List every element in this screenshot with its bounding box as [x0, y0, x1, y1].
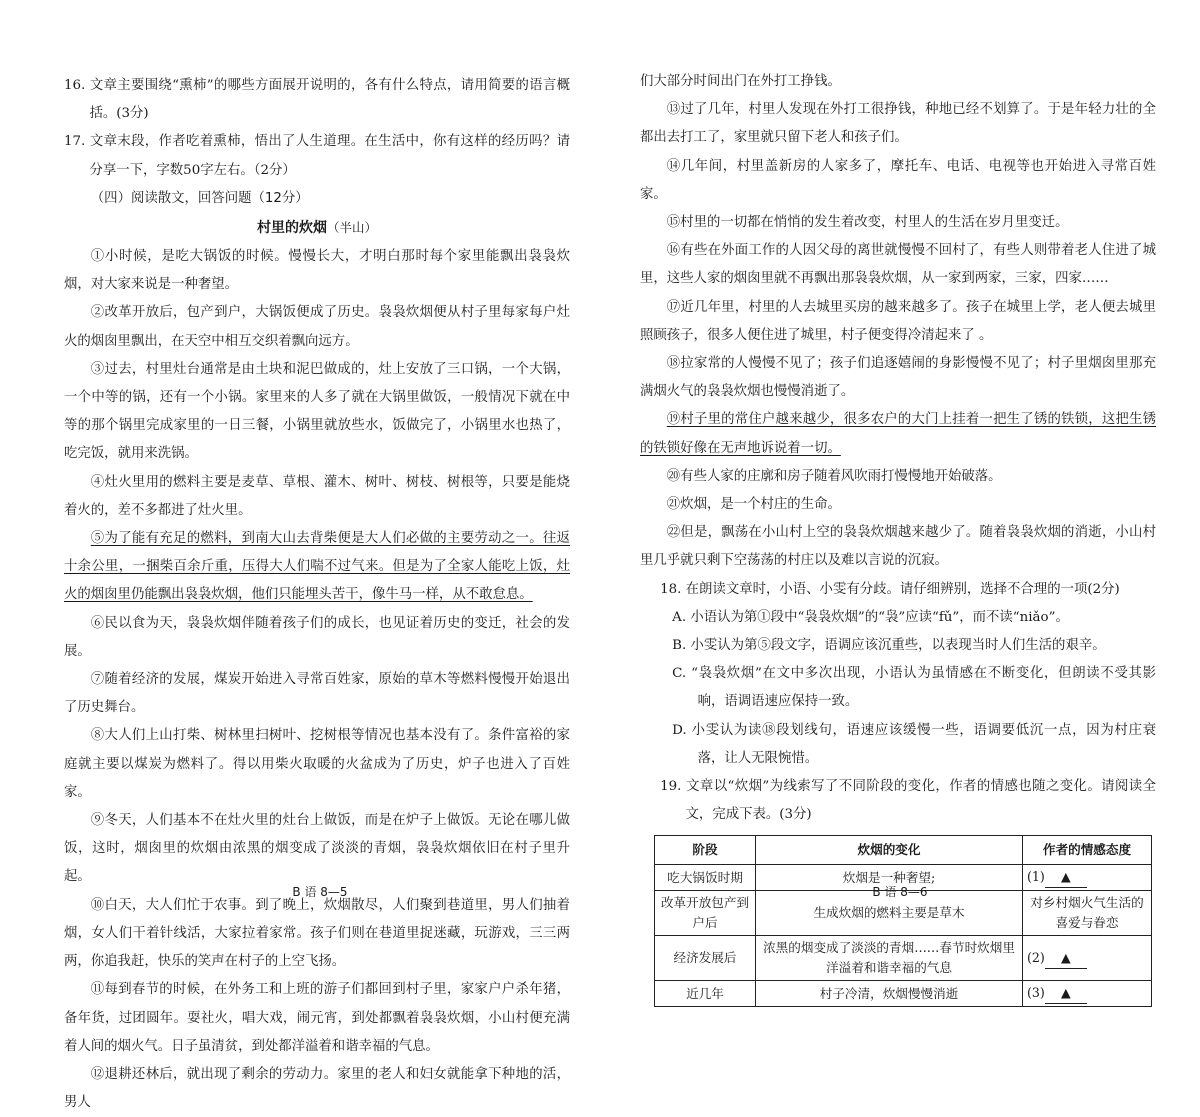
- table-cell: 经济发展后: [655, 936, 756, 981]
- question-16: 16. 文章主要围绕“熏柿”的哪些方面展开说明的，各有什么特点，请用简要的语言概括。(3分): [64, 78, 570, 122]
- paragraph-14: ⑭几年间，村里盖新房的人家多了，摩托车、电话、电视等也开始进入寻常百姓家。: [640, 158, 1156, 202]
- blank-mark: ▲: [1045, 867, 1087, 888]
- table-cell: 村子冷清，炊烟慢慢消逝: [756, 981, 1023, 1007]
- section-heading: （四）阅读散文，回答问题（12分）: [90, 190, 309, 206]
- table-cell: 对乡村烟火气生活的喜爱与眷恋: [1023, 891, 1152, 936]
- paragraph-17: ⑰近几年里，村里的人去城里买房的越来越多了。孩子在城里上学，老人便去城里照顾孩子，很多人便住进了城里，村子便变得冷清起来了 。: [640, 299, 1156, 343]
- left-page: [0, 0, 600, 1111]
- page-number-left: B 语 8—5: [292, 885, 348, 899]
- paragraph-7: ⑦随着经济的发展，煤炭开始进入寻常百姓家，原始的草木等燃料慢慢开始退出了历史舞台。: [64, 672, 570, 716]
- paragraph-15: ⑮村里的一切都在悄悄的发生着改变，村里人的生活在岁月里变迁。: [666, 215, 1069, 231]
- question-17: 17. 文章末段，作者吃着熏柿，悟出了人生道理。在生活中，你有这样的经历吗？请分享一下，字数50字左右。（2分）: [64, 134, 570, 178]
- blank-mark: ▲: [1045, 948, 1087, 969]
- paragraph-13: ⑬过了几年，村里人发现在外打工很挣钱，种地已经不划算了。于是年轻力壮的全都出去打工了，家里就只留下老人和孩子们。: [640, 102, 1156, 146]
- answer-blank-3[interactable]: [1023, 981, 1152, 1007]
- paragraph-19-underlined: ⑲村子里的常住户越来越少，很多农户的大门上挂着一把生了锈的铁锁，这把生锈的铁锁好像在无声地诉说着一切。: [640, 412, 1156, 456]
- question-18-option-b: B. 小雯认为第⑤段文字，语调应该沉重些，以表现当时人们生活的艰辛。: [672, 638, 1106, 654]
- right-page: [600, 0, 1200, 1001]
- table-cell: 改革开放包产到户后: [655, 891, 756, 936]
- essay-author: （半山）: [326, 220, 377, 236]
- table-cell: 浓黑的烟变成了淡淡的青烟……春节时炊烟里洋溢着和谐幸福的气息: [756, 936, 1023, 981]
- paragraph-9: ⑨冬天，人们基本不在灶火里的灶台上做饭，而是在炉子上做饭。无论在哪儿做饭，这时，烟囱里的炊烟由浓黑的烟变成了淡淡的青烟，袅袅炊烟依旧在村子里升起。: [64, 813, 570, 885]
- paragraph-20: ⑳有些人家的庄廓和房子随着风吹雨打慢慢地开始破落。: [666, 468, 1002, 484]
- paragraph-3: ③过去，村里灶台通常是由土块和泥巴做成的，灶上安放了三口锅，一个大锅，一个中等的锅，还有一个小锅。家里来的人多了就在大锅里做饭，一般情况下就在中等的那个锅里完成家里的一日三餐，小锅里就放些水，饭做完了，小锅里水也热了，吃完饭，就用来洗锅。: [64, 361, 570, 462]
- right-page-content: [640, 68, 1156, 1007]
- table-cell: 炊烟是一种奢望;: [756, 865, 1023, 891]
- blank-label: (3): [1027, 985, 1045, 1001]
- essay-title-text: 村里的炊烟: [256, 220, 327, 237]
- answer-blank-2[interactable]: [1023, 936, 1152, 981]
- paragraph-21: ㉑炊烟，是一个村庄的生命。: [666, 497, 841, 513]
- table-header: 阶段: [655, 836, 756, 865]
- paragraph-11: ⑪每到春节的时候，在外务工和上班的游子们都回到村子里，家家户户杀年猪，备年货，过团圆年。耍社火，唱大戏，闹元宵，到处都飘着袅袅炊烟，小山村便充满着人间的烟火气。日子虽清贫，到处都洋溢着和谐幸福的气息。: [64, 982, 570, 1054]
- paragraph-22: ㉒但是，飘荡在小山村上空的袅袅炊烟越来越少了。随着袅袅炊烟的消逝，小山村里几乎就只剩下空荡荡的村庄以及难以言说的沉寂。: [640, 525, 1156, 569]
- paragraph-18: ⑱拉家常的人慢慢不见了；孩子们追逐嬉闹的身影慢慢不见了；村子里烟囱里那充满烟火气的袅袅炊烟也慢慢消逝了。: [640, 356, 1156, 400]
- paragraph-4: ④灶火里用的燃料主要是麦草、草根、灌木、树叶、树枝、树根等，只要是能烧着火的，差不多都进了灶火里。: [64, 474, 570, 518]
- blank-label: (2): [1027, 949, 1045, 965]
- table-row: [655, 981, 1152, 1007]
- blank-label: (1): [1027, 869, 1045, 885]
- table-header-row: [655, 836, 1152, 865]
- table-cell: 近几年: [655, 981, 756, 1007]
- paragraph-1: ①小时候，是吃大锅饭的时候。慢慢长大，才明白那时每个家里能飘出袅袅炊烟，对大家来说是一种奢望。: [64, 249, 570, 293]
- paragraph-6: ⑥民以食为天，袅袅炊烟伴随着孩子们的成长，也见证着历史的变迁，社会的发展。: [64, 615, 570, 659]
- question-18: 18. 在朗读文章时，小语、小雯有分歧。请仔细辨别，选择不合理的一项(2分): [660, 581, 1120, 597]
- answer-table: [654, 835, 1152, 1007]
- paragraph-5-underlined: ⑤为了能有充足的燃料，到南大山去背柴便是大人们必做的主要劳动之一。往返十余公里，一捆柴百余斤重，压得大人们喘不过气来。但是为了全家人能吃上饭，灶火的烟囱里仍能飘出袅袅炊烟，他们只能埋头苦干，像牛马一样，从不敢怠息。: [64, 531, 570, 603]
- paragraph-8: ⑧大人们上山打柴、树林里扫树叶、挖树根等情况也基本没有了。条件富裕的家庭就主要以煤炭为燃料了。得以用柴火取暖的火盆成为了历史，炉子也进入了百姓家。: [64, 728, 570, 800]
- paragraph-12: ⑫退耕还林后，就出现了剩余的劳动力。家里的老人和妇女就能拿下种地的活，男人: [64, 1066, 570, 1111]
- page-number-right: B 语 8—6: [872, 885, 928, 899]
- table-header: 炊烟的变化: [756, 836, 1023, 865]
- question-19: 19. 文章以“炊烟”为线索写了不同阶段的变化，作者的情感也随之变化。请阅读全文，完成下表。(3分): [660, 779, 1156, 823]
- table-header: 作者的情感态度: [1023, 836, 1152, 865]
- blank-mark: ▲: [1045, 983, 1087, 1004]
- essay-title: [64, 213, 570, 243]
- question-18-option-a: A. 小语认为第①段中“袅袅炊烟”的“袅”应读“fǔ”，而不读“niǎo”。: [672, 609, 1069, 625]
- table-row: [655, 936, 1152, 981]
- left-page-content: [64, 72, 570, 1117]
- table-cell: 生成炊烟的燃料主要是草木: [756, 891, 1023, 936]
- table-cell: 吃大锅饭时期: [655, 865, 756, 891]
- paragraph-16: ⑯有些在外面工作的人因父母的离世就慢慢不回村了，有些人则带着老人住进了城里，这些人家的烟囱里就不再飘出那袅袅炊烟，从一家到两家，三家，四家……: [640, 243, 1156, 287]
- question-18-option-d: D. 小雯认为读⑱段划线句，语速应该缓慢一些，语调要低沉一点，因为村庄衰落，让人无限惋惜。: [672, 722, 1156, 766]
- paragraph-2: ②改革开放后，包产到户，大锅饭便成了历史。袅袅炊烟便从村子里每家每户灶火的烟囱里飘出，在天空中相互交织着飘向远方。: [64, 305, 570, 349]
- paragraph-10: ⑩白天，大人们忙于农事。到了晚上，炊烟散尽，人们聚到巷道里，男人们抽着烟，女人们干着针线活，大家拉着家常。孩子们则在巷道里捉迷藏，玩游戏，三三两两，你追我赶，快乐的笑声在村子的上空飞扬。: [64, 897, 570, 970]
- question-18-option-c: C. “袅袅炊烟”在文中多次出现，小语认为虽情感在不断变化，但朗读不受其影响，语调语速应保持一致。: [672, 666, 1156, 710]
- paragraph-12-continued: 们大部分时间出门在外打工挣钱。: [640, 74, 841, 89]
